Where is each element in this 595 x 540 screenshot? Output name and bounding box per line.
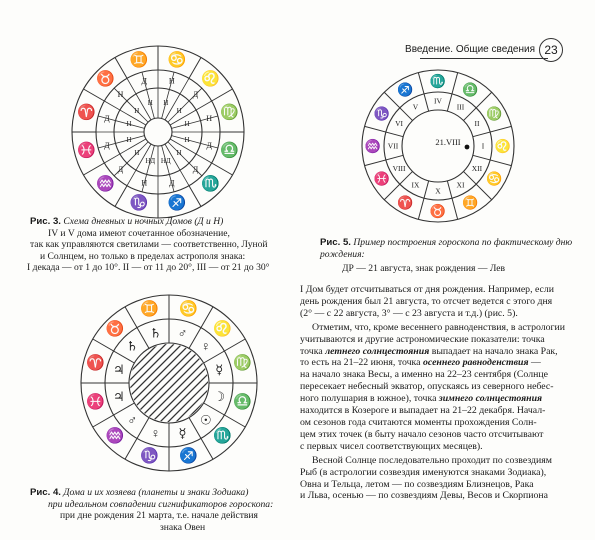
text-line: цем этих точек (в быту начало сезонов часто отсчитывают [300, 428, 544, 440]
text-line: и Льва, осенью — по созвездиям Девы, Весов и Скорпиона [300, 490, 549, 502]
text-line: I Дом будет отсчитываться от дня рождения. Например, если [300, 284, 555, 295]
zodiac-sign-glyph: ♋ [486, 171, 503, 186]
birthday-date-label: 21.VIII [435, 137, 461, 147]
zodiac-sign-glyph: ♏ [213, 428, 233, 445]
running-title: Введение. Общие сведения [405, 44, 535, 55]
house-number: II [474, 119, 480, 128]
zodiac-sign-glyph: ♌ [213, 321, 233, 338]
day-night-letter: Д [206, 141, 212, 151]
text-line: (2° — с 22 августа, 3° — с 23 августа и т.д.) (рис. 5). [300, 307, 518, 319]
zodiac-sign-glyph: ♎ [462, 82, 479, 98]
fig5-caption-title: Пример построения гороскопа по фактическому дню рождения: [320, 237, 573, 260]
day-night-letter: Д [117, 164, 124, 174]
text-line: ом сезонов года считаются моменты прохождения Солн- [300, 416, 537, 428]
sector-divider [84, 163, 105, 175]
sector-divider [212, 89, 233, 101]
day-night-letter: Н [134, 106, 140, 115]
zodiac-sign-glyph: ♉ [429, 203, 447, 219]
zodiac-sign-glyph: ♏ [429, 73, 447, 89]
header-rule [420, 58, 548, 59]
text-line: Весной Солнце последовательно проходит по созвездиям [312, 454, 552, 466]
paragraph-2 [300, 322, 590, 453]
day-night-letter: Н [126, 135, 132, 144]
day-night-letter: Н [126, 120, 132, 129]
fig3-caption-line: так как управляются светилами — соответственно, Луной [30, 239, 268, 250]
emphasis-term: летнего солнцестояния [325, 345, 430, 357]
fig4-caption-line: знака Овен [160, 521, 206, 533]
text-line: Отметим, что, кроме весеннего равноденствия, в астрологии [312, 321, 566, 333]
zodiac-sign-glyph: ♓ [77, 143, 96, 160]
zodiac-sign-glyph: ♊ [462, 194, 479, 210]
text-line: на начало знака Весы, а именно на 22–23 сентября (Солнце [300, 369, 548, 381]
fig3-caption-label: Рис. 3. [30, 216, 61, 227]
house-number: XII [471, 164, 483, 173]
fig4-caption-line-2-text: при идеальном совпадении сигнификаторов гороскопа: [48, 498, 274, 510]
day-night-letter: Н [163, 99, 169, 108]
fig4-caption-line: при дне рождения 21 марта, т.е. начале действия [60, 510, 258, 521]
fig3-caption-line: IV и V дома имеют сочетанное обозначение, [48, 227, 230, 239]
planet-glyph: ♃ [112, 362, 125, 378]
zodiac-sign-glyph: ♋ [179, 301, 199, 318]
zodiac-sign-glyph: ♏ [200, 176, 220, 193]
page-number: 23 [539, 38, 563, 62]
planet-glyph: ♀ [150, 425, 161, 441]
zodiac-sign-glyph: ♍ [233, 355, 252, 372]
sector-divider [212, 163, 233, 175]
day-night-letter: Н [176, 149, 182, 158]
fig4-caption-line-1 [30, 487, 320, 499]
zodiac-sign-glyph: ♐ [397, 82, 414, 98]
house-number: VII [387, 141, 399, 151]
house-number: V [412, 102, 419, 112]
planet-glyph: ☿ [178, 425, 187, 441]
paragraph-3 [300, 455, 590, 503]
fig5-caption-line: ДР — 21 августа, знак рождения — Лев [342, 263, 506, 274]
day-night-letter: Д [104, 141, 110, 151]
house-number: IX [411, 180, 420, 190]
day-night-letter: Н [134, 149, 140, 158]
text-line: находится в Козероге и выпадает на 21–22 декабря. Начал- [300, 405, 546, 417]
house-number: III [456, 102, 465, 112]
day-night-letter: Н [117, 90, 124, 100]
zodiac-sign-glyph: ♈ [77, 104, 96, 121]
sector-divider [84, 89, 105, 101]
fig5-horoscope-wheel [358, 66, 518, 226]
fig4-caption [30, 487, 320, 533]
wheel-ring [129, 343, 209, 423]
planet-glyph: ♂ [177, 325, 188, 341]
fig5-caption [300, 237, 590, 275]
day-night-letter: Н [184, 120, 190, 129]
wheel-ring [144, 118, 172, 146]
text-line: то есть на 21–22 июня, точка осеннего равноденствия — [300, 357, 541, 369]
zodiac-sign-glyph: ♐ [167, 195, 187, 212]
fig4-planets-wheel [76, 290, 262, 476]
planet-glyph: ♂ [127, 412, 138, 428]
sector-divider [189, 58, 201, 79]
planet-glyph: ♄ [126, 338, 139, 354]
house-number: VI [395, 119, 403, 128]
fig5-caption-label: Рис. 5. [320, 237, 351, 248]
day-night-letter: Д [192, 164, 199, 174]
house-number: IV [434, 96, 442, 106]
fig4-caption-label: Рис. 4. [30, 487, 61, 498]
house-number: I [481, 141, 485, 151]
day-night-letter: Д [104, 113, 110, 123]
fig5-caption-title-line [300, 237, 590, 260]
house-number: VIII [392, 164, 406, 173]
zodiac-sign-glyph: ♒ [364, 138, 382, 154]
house-number: XI [456, 180, 465, 190]
zodiac-sign-glyph: ♒ [105, 428, 125, 445]
zodiac-sign-glyph: ♈ [397, 194, 414, 210]
inner-divider [104, 139, 146, 163]
zodiac-sign-glyph: ♓ [86, 394, 105, 411]
zodiac-sign-glyph: ♓ [373, 171, 390, 186]
text-line: ного полушария в южное), точка зимнего солнцестояния [300, 393, 543, 405]
planet-glyph: ☽ [213, 388, 226, 404]
zodiac-sign-glyph: ♉ [105, 321, 125, 338]
text-line: день рождения был 21 августа, то отсчет ведется с этого дня [300, 295, 553, 307]
emphasis-term: зимнего солнцестояния [438, 393, 543, 405]
body-text [300, 284, 590, 502]
zodiac-sign-glyph: ♑ [373, 106, 390, 121]
inner-divider [104, 101, 146, 125]
zodiac-sign-glyph: ♍ [220, 104, 239, 121]
fig3-caption-title: Схема дневных и ночных Домов (Д и Н) [63, 216, 224, 227]
zodiac-sign-glyph: ♎ [233, 394, 252, 411]
zodiac-sign-glyph: ♈ [86, 355, 105, 372]
emphasis-term: осеннего равноденствия [422, 357, 529, 369]
zodiac-sign-glyph: ♐ [179, 448, 199, 465]
day-night-letter: Н [168, 76, 175, 86]
fig3-caption-line: и Солнцем, но только в пределах астрополя знака: [40, 250, 246, 262]
day-night-letter: Н [141, 178, 148, 188]
fig3-caption-title-line [30, 216, 310, 228]
zodiac-sign-glyph: ♒ [96, 176, 116, 193]
day-night-letter: Н [147, 99, 153, 108]
text-line: Рыб (в астрологии созвездия именуются знаками Зодиака), [300, 466, 547, 478]
birthday-marker [465, 145, 470, 150]
planet-glyph: ☉ [199, 412, 212, 428]
zodiac-sign-glyph: ♌ [200, 71, 220, 88]
fig3-caption [27, 216, 310, 274]
sector-divider [189, 186, 201, 207]
zodiac-sign-glyph: ♌ [494, 138, 512, 154]
text-line: пересекает небесный экватор, опускаясь из северного небес- [300, 381, 554, 393]
paragraph-1 [300, 284, 590, 320]
day-night-letter: Д [141, 76, 148, 86]
day-night-letter: Д [168, 178, 175, 188]
day-night-letter: НД [145, 156, 156, 165]
day-night-letter: Н [206, 113, 213, 123]
day-night-letter: Н [184, 135, 190, 144]
sector-divider [115, 186, 127, 207]
planet-glyph: ♃ [112, 388, 125, 404]
day-night-letter: Д [192, 90, 199, 100]
fig3-houses-wheel [68, 42, 248, 222]
planet-glyph: ♀ [200, 338, 211, 354]
fig4-caption-line [30, 499, 320, 511]
day-night-letter: НД [160, 156, 171, 165]
planet-glyph: ♄ [149, 325, 162, 341]
zodiac-sign-glyph: ♉ [96, 71, 116, 88]
zodiac-sign-glyph: ♊ [139, 301, 159, 318]
planet-glyph: ☿ [215, 362, 224, 378]
sector-divider [418, 73, 428, 112]
text-line: Овна и Тельца, летом — по созвездиям Близнецов, Рака [300, 478, 534, 490]
sector-divider [418, 181, 428, 220]
zodiac-sign-glyph: ♑ [129, 195, 149, 212]
zodiac-sign-glyph: ♍ [486, 106, 503, 121]
zodiac-sign-glyph: ♊ [129, 52, 149, 69]
text-line: с первых чисел соответствующих месяцев). [300, 440, 483, 452]
zodiac-sign-glyph: ♑ [139, 448, 159, 465]
fig4-caption-line: Дома и их хозяева (планеты и знаки Зодиака) [63, 487, 249, 498]
fig3-caption-line: I декада — от 1 до 10°. II — от 11 до 20°, III — от 21 до 30° [27, 262, 270, 273]
text-line: учитываются и другие астрономические показатели: точка [300, 333, 545, 345]
day-night-letter: Н [176, 106, 182, 115]
zodiac-sign-glyph: ♋ [167, 52, 187, 69]
house-number: X [435, 186, 441, 196]
zodiac-sign-glyph: ♎ [220, 143, 239, 160]
sector-divider [115, 58, 127, 79]
text-line: точка летнего солнцестояния выпадает на начало знака Рак, [300, 345, 558, 357]
